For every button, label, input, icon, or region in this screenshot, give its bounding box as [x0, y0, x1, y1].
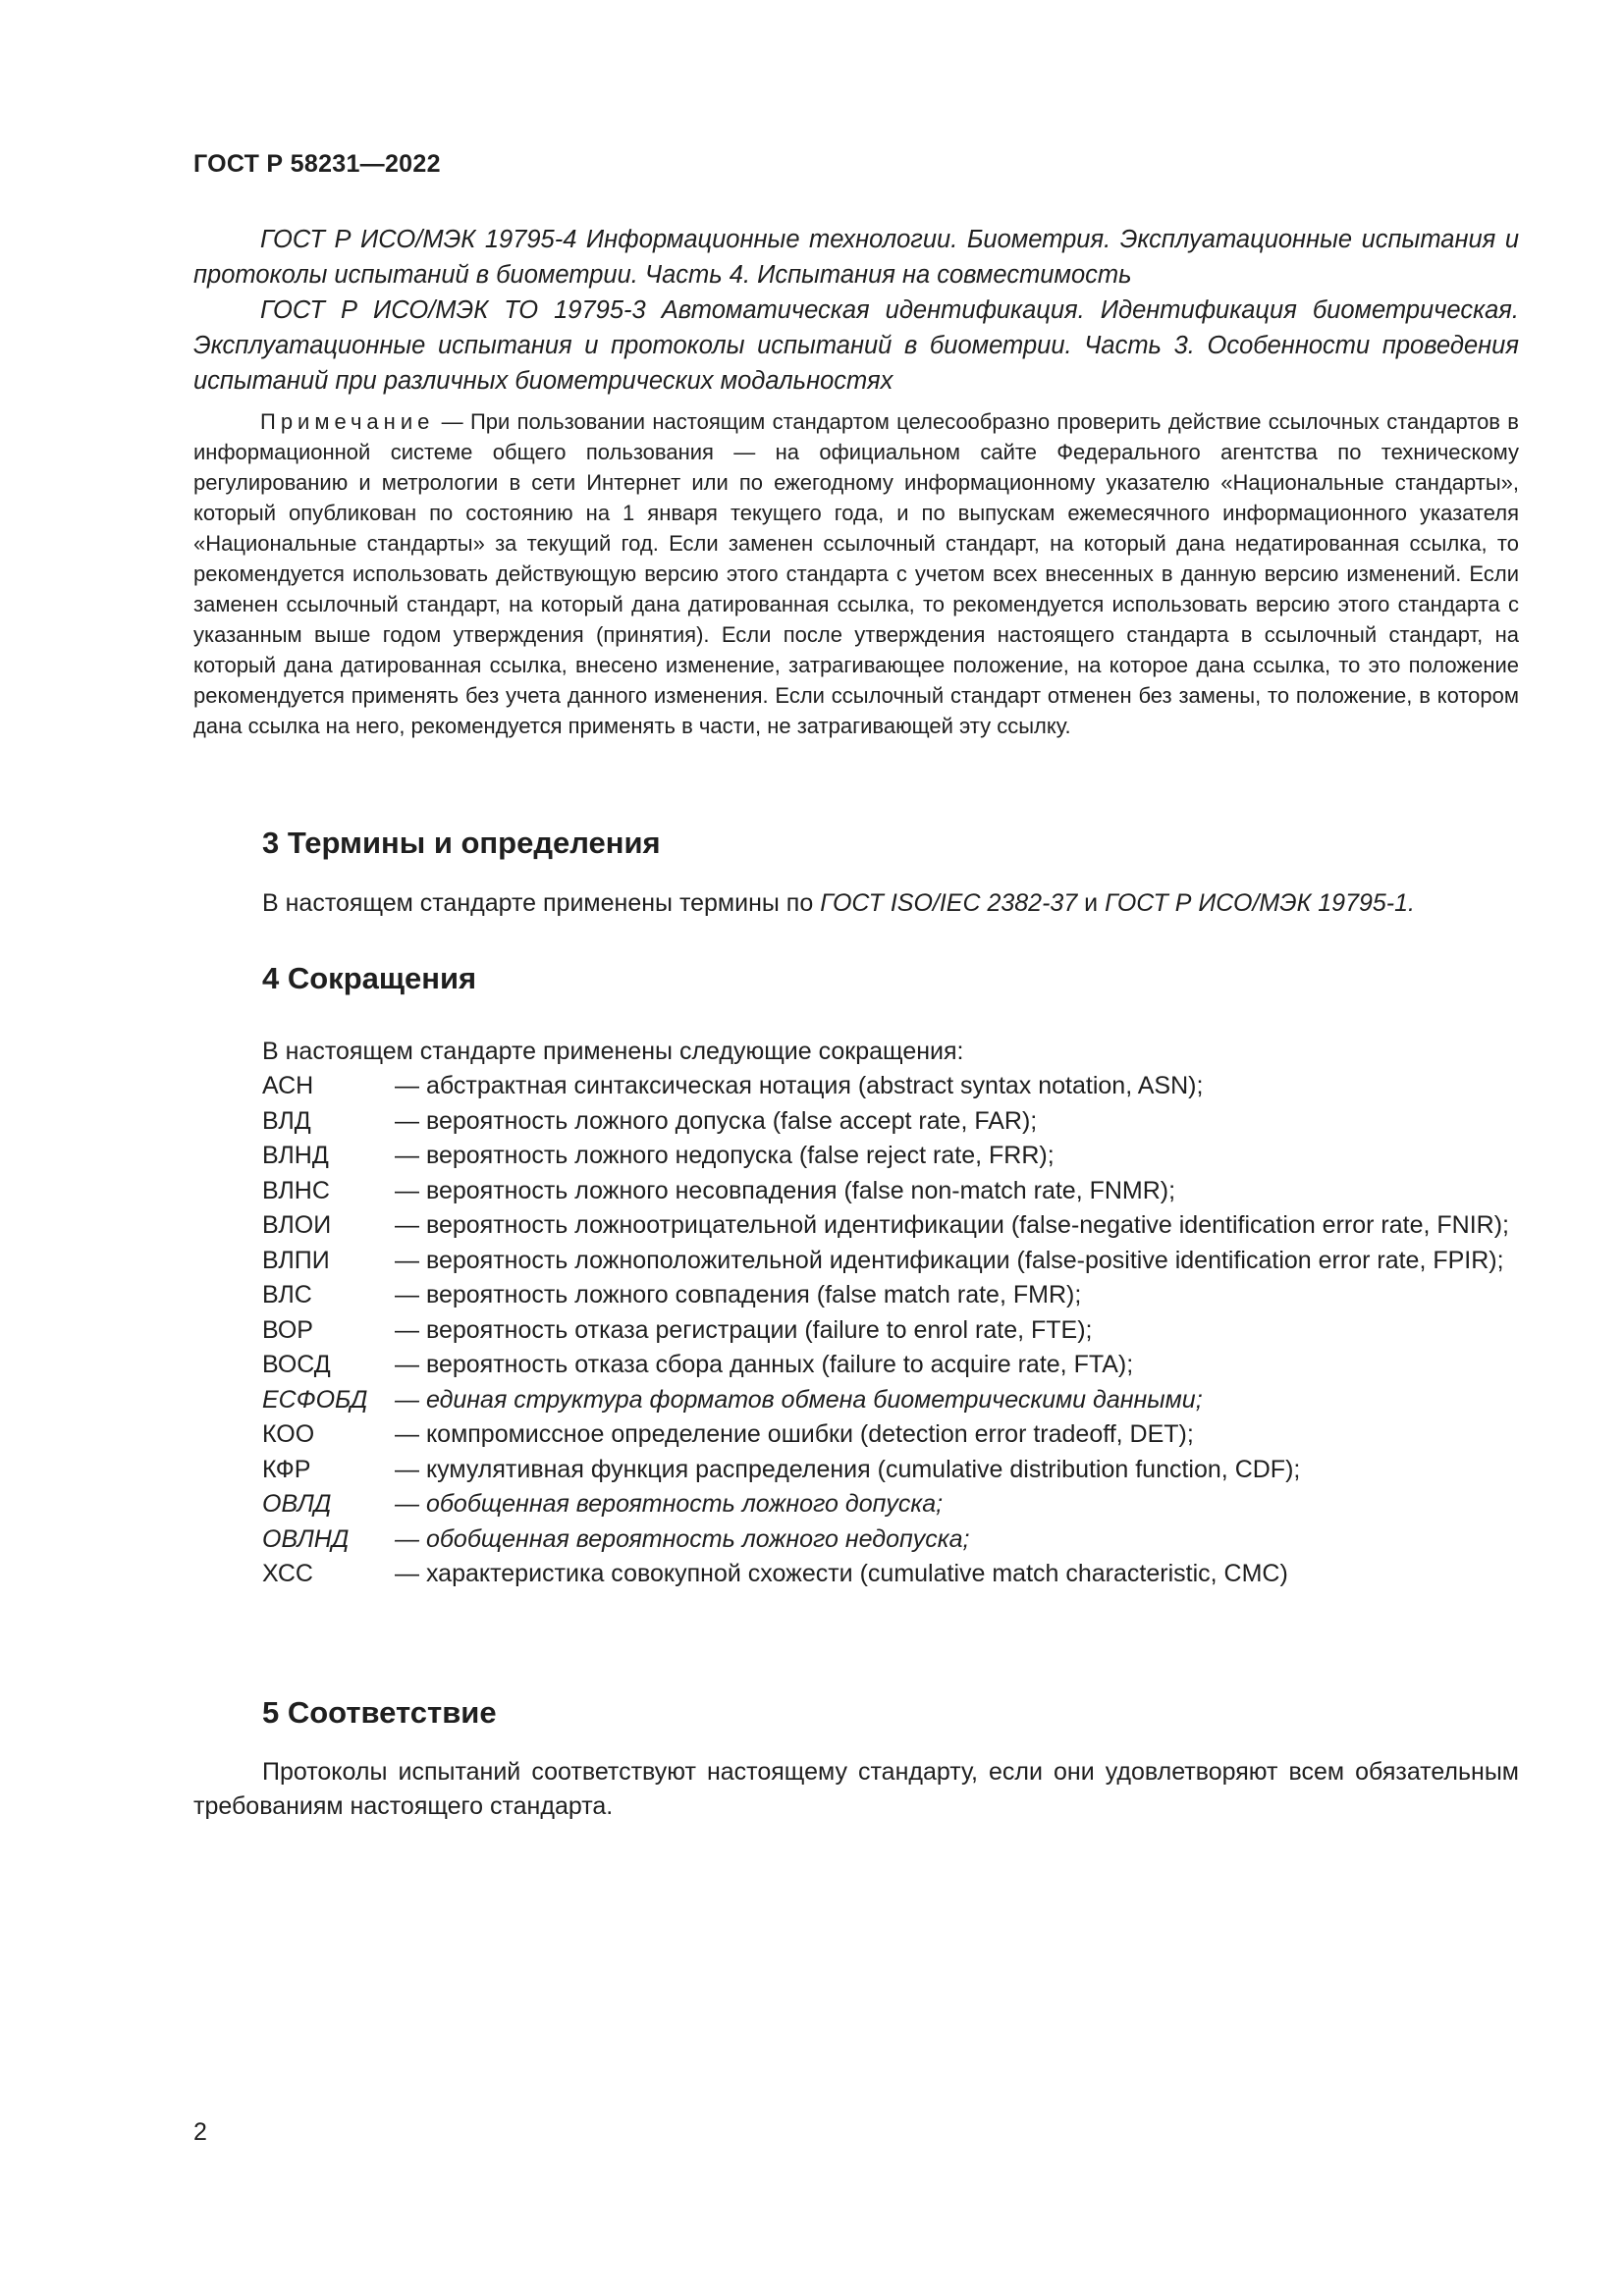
section-5-text: Протоколы испытаний соответствуют настоящему стандарту, если они удовлетворяют всем обязательным требованиям настоящего стандарта. [193, 1758, 1519, 1820]
abbreviation-definition: — обобщенная вероятность ложного допуска; [395, 1490, 944, 1518]
list-item [262, 1208, 1520, 1244]
list-item [262, 1278, 1520, 1313]
section-4-title: 4 Сокращения [262, 961, 477, 995]
abbreviations-block [262, 1035, 1520, 1592]
list-item [262, 1348, 1520, 1383]
abbreviation: ВОСД [262, 1351, 331, 1378]
abbreviation: ВЛНС [262, 1176, 330, 1204]
abbreviation-definition: — вероятность ложноположительной идентификации (false-positive identification error rate, FPIR); [395, 1246, 1504, 1274]
abbreviation-definition: — вероятность ложноотрицательной идентификации (false-negative identification error rate, FNIR); [395, 1211, 1509, 1239]
abbreviation: ВОР [262, 1315, 313, 1344]
abbreviation-definition: — вероятность ложного несовпадения (false non-match rate, FNMR); [395, 1176, 1176, 1204]
abbreviation-definition: — абстрактная синтаксическая нотация (abstract syntax notation, ASN); [395, 1072, 1204, 1099]
page-number: 2 [193, 2118, 207, 2146]
section-3-title: 3 Термины и определения [262, 826, 661, 860]
abbreviation: ОВЛД [262, 1490, 332, 1518]
list-item [262, 1139, 1520, 1174]
abbreviations-intro: В настоящем стандарте применены следующие сокращения: [262, 1038, 964, 1065]
abbreviation: ВЛД [262, 1106, 311, 1135]
abbreviation-definition: — обобщенная вероятность ложного недопуска; [395, 1524, 970, 1553]
list-item [262, 1453, 1520, 1488]
normative-references [193, 222, 1519, 399]
abbreviation: ВЛС [262, 1281, 312, 1308]
list-item [262, 1417, 1520, 1453]
reference-item: ГОСТ Р ИСО/МЭК 19795-4 Информационные технологии. Биометрия. Эксплуатационные испытания и протоколы испытаний в биометрии. Часть 4. Испытания на совместимость [193, 226, 1519, 289]
abbreviation: ХСС [262, 1560, 313, 1587]
abbreviation: ОВЛНД [262, 1524, 350, 1553]
list-item [262, 1522, 1520, 1558]
list-item [262, 1313, 1520, 1349]
section-3-text-and: и [1077, 889, 1106, 917]
abbreviation-definition: — вероятность ложного совпадения (false match rate, FMR); [395, 1281, 1082, 1308]
abbreviation-definition: — вероятность отказа сбора данных (failure to acquire rate, FTA); [395, 1351, 1134, 1378]
list-item [262, 1174, 1520, 1209]
abbreviation-definition: — вероятность ложного недопуска (false reject rate, FRR); [395, 1142, 1055, 1169]
note-text: — При пользовании настоящим стандартом целесообразно проверить действие ссылочных стандартов в информационной системе общего пользования — на официальном сайте Федерального агентства по техническому регулированию и метрологии в сети Интернет или по ежегодному информационному указателю «Национальные стандарты», который опубликован по состоянию на 1 января текущего года, и по выпускам ежемесячного информационного указателя «Национальные стандарты» за текущий год. Если заменен ссылочный стандарт, на который дана недатированная ссылка, то рекомендуется использовать действующую версию этого стандарта с учетом всех внесенных в данную версию изменений. Если заменен ссылочный стандарт, на который дана датированная ссылка, то рекомендуется использовать версию этого стандарта с указанным выше годом утверждения (принятия). Если после утверждения настоящего стандарта в ссылочный стандарт, на который дана датированная ссылка, внесено изменение, затрагивающее положение, на которое дана ссылка, то это положение рекомендуется применять без учета данного изменения. Если ссылочный стандарт отменен без замены, то положение, в котором дана ссылка на него, рекомендуется применять в части, не затрагивающей эту ссылку. [193, 409, 1519, 738]
list-item [262, 1244, 1520, 1279]
abbreviation-definition: — характеристика совокупной схожести (cumulative match characteristic, CMC) [395, 1560, 1288, 1587]
abbreviation: АСН [262, 1072, 314, 1099]
section-3-text-before: В настоящем стандарте применены термины по [262, 889, 821, 917]
reference-item: ГОСТ Р ИСО/МЭК ТО 19795-3 Автоматическая идентификация. Идентификация биометрическая. Эксплуатационные испытания и протоколы испытаний в биометрии. Часть 3. Особенности проведения испытаний при различных биометрических модальностях [193, 296, 1519, 395]
section-3-text [193, 886, 1519, 921]
abbreviation-definition: — вероятность отказа регистрации (failure to enrol rate, FTE); [395, 1315, 1093, 1344]
abbreviation: ВЛПИ [262, 1246, 330, 1274]
section-5-title: 5 Соответствие [262, 1695, 497, 1730]
abbreviation: ВЛОИ [262, 1211, 332, 1239]
abbreviations-list [262, 1069, 1520, 1592]
abbreviation-definition: — вероятность ложного допуска (false accept rate, FAR); [395, 1106, 1038, 1135]
section-3-ref-iso: ГОСТ ISO/IEC 2382-37 [820, 889, 1078, 917]
note-paragraph [193, 406, 1519, 741]
list-item [262, 1104, 1520, 1140]
list-item [262, 1557, 1520, 1592]
abbreviation-definition: — кумулятивная функция распределения (cumulative distribution function, CDF); [395, 1455, 1301, 1483]
abbreviation: КФР [262, 1455, 311, 1483]
abbreviation: ВЛНД [262, 1142, 329, 1169]
abbreviation: ЕСФОБД [262, 1385, 368, 1414]
abbreviation: КОО [262, 1420, 315, 1448]
abbreviation-definition: — компромиссное определение ошибки (detection error tradeoff, DET); [395, 1420, 1194, 1448]
note-label: Примечание [260, 409, 435, 434]
list-item [262, 1069, 1520, 1104]
section-3-ref-gost: ГОСТ Р ИСО/МЭК 19795-1. [1105, 889, 1415, 917]
list-item [262, 1383, 1520, 1418]
list-item [262, 1487, 1520, 1522]
abbreviation-definition: — единая структура форматов обмена биометрическими данными; [395, 1385, 1203, 1414]
document-code-header: ГОСТ Р 58231—2022 [193, 150, 441, 178]
